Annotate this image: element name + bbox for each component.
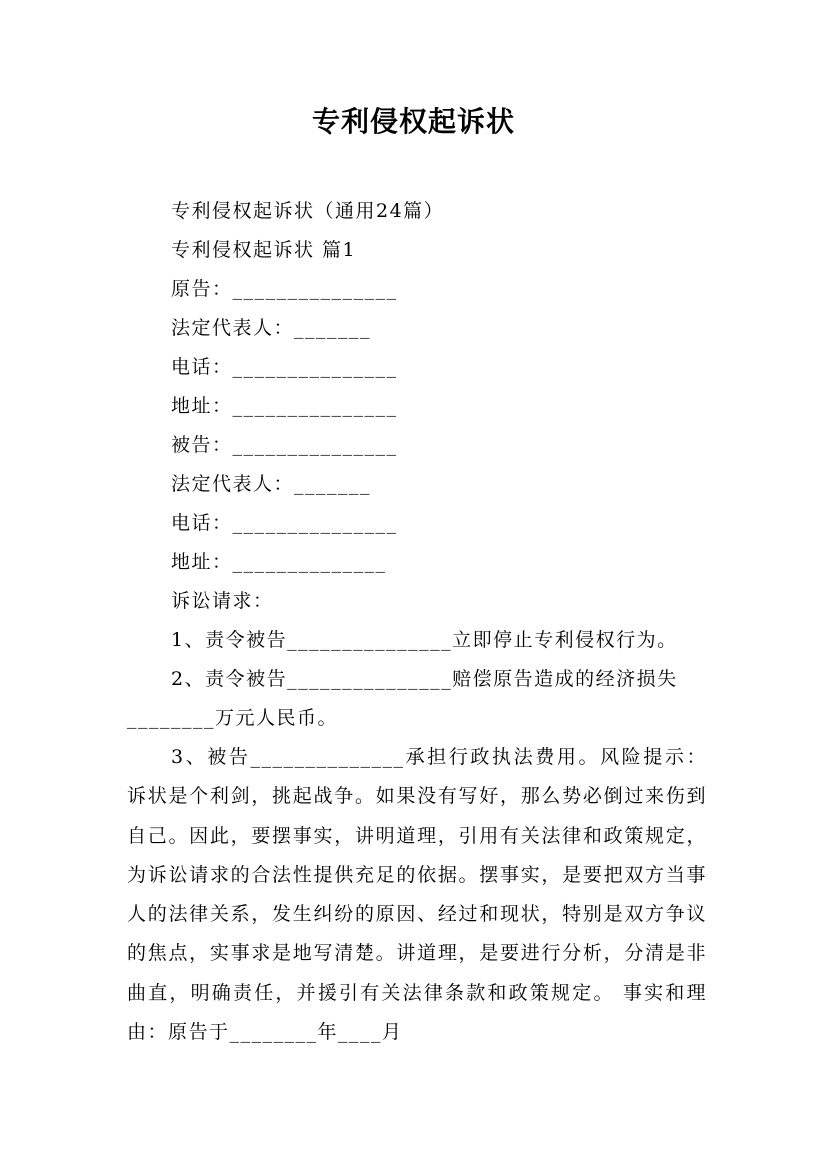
plaintiff-rep-line: 法定代表人：_______ <box>171 317 372 339</box>
plaintiff-address-line: 地址：_______________ <box>171 395 398 417</box>
document-body <box>127 192 707 1052</box>
defendant-phone-line: 电话：_______________ <box>171 512 398 534</box>
claims-heading: 诉讼请求： <box>171 590 274 612</box>
subtitle-line: 专利侵权起诉状（通用24篇） <box>171 200 445 222</box>
defendant-address-line: 地址：______________ <box>171 551 387 573</box>
plaintiff-phone-line: 电话：_______________ <box>171 356 398 378</box>
claim-1: 1、责令被告_______________立即停止专利侵权行为。 <box>171 629 678 651</box>
part-heading: 专利侵权起诉状 篇1 <box>171 239 357 261</box>
claim-2: 2、责令被告_______________赔偿原告造成的经济损失________万元人民币。 <box>127 668 678 729</box>
claim-3-paragraph: 3、被告______________承担行政执法费用。风险提示：诉状是个利剑，挑起战争。如果没有写好，那么势必倒过来伤到自己。因此，要摆事实，讲明道理，引用有关法律和政策规定，为诉讼请求的合法性提供充足的依据。摆事实，是要把双方当事人的法律关系，发生纠纷的原因、经过和现状，特别是双方争议的焦点，实事求是地写清楚。讲道理，是要进行分析，分清是非曲直，明确责任，并援引有关法律条款和政策规定。 事实和理由：原告于________年____月 <box>127 746 707 1044</box>
document-title: 专利侵权起诉状 <box>311 105 515 138</box>
defendant-line: 被告：_______________ <box>171 434 398 456</box>
plaintiff-line: 原告：_______________ <box>171 278 398 300</box>
defendant-rep-line: 法定代表人：_______ <box>171 473 372 495</box>
